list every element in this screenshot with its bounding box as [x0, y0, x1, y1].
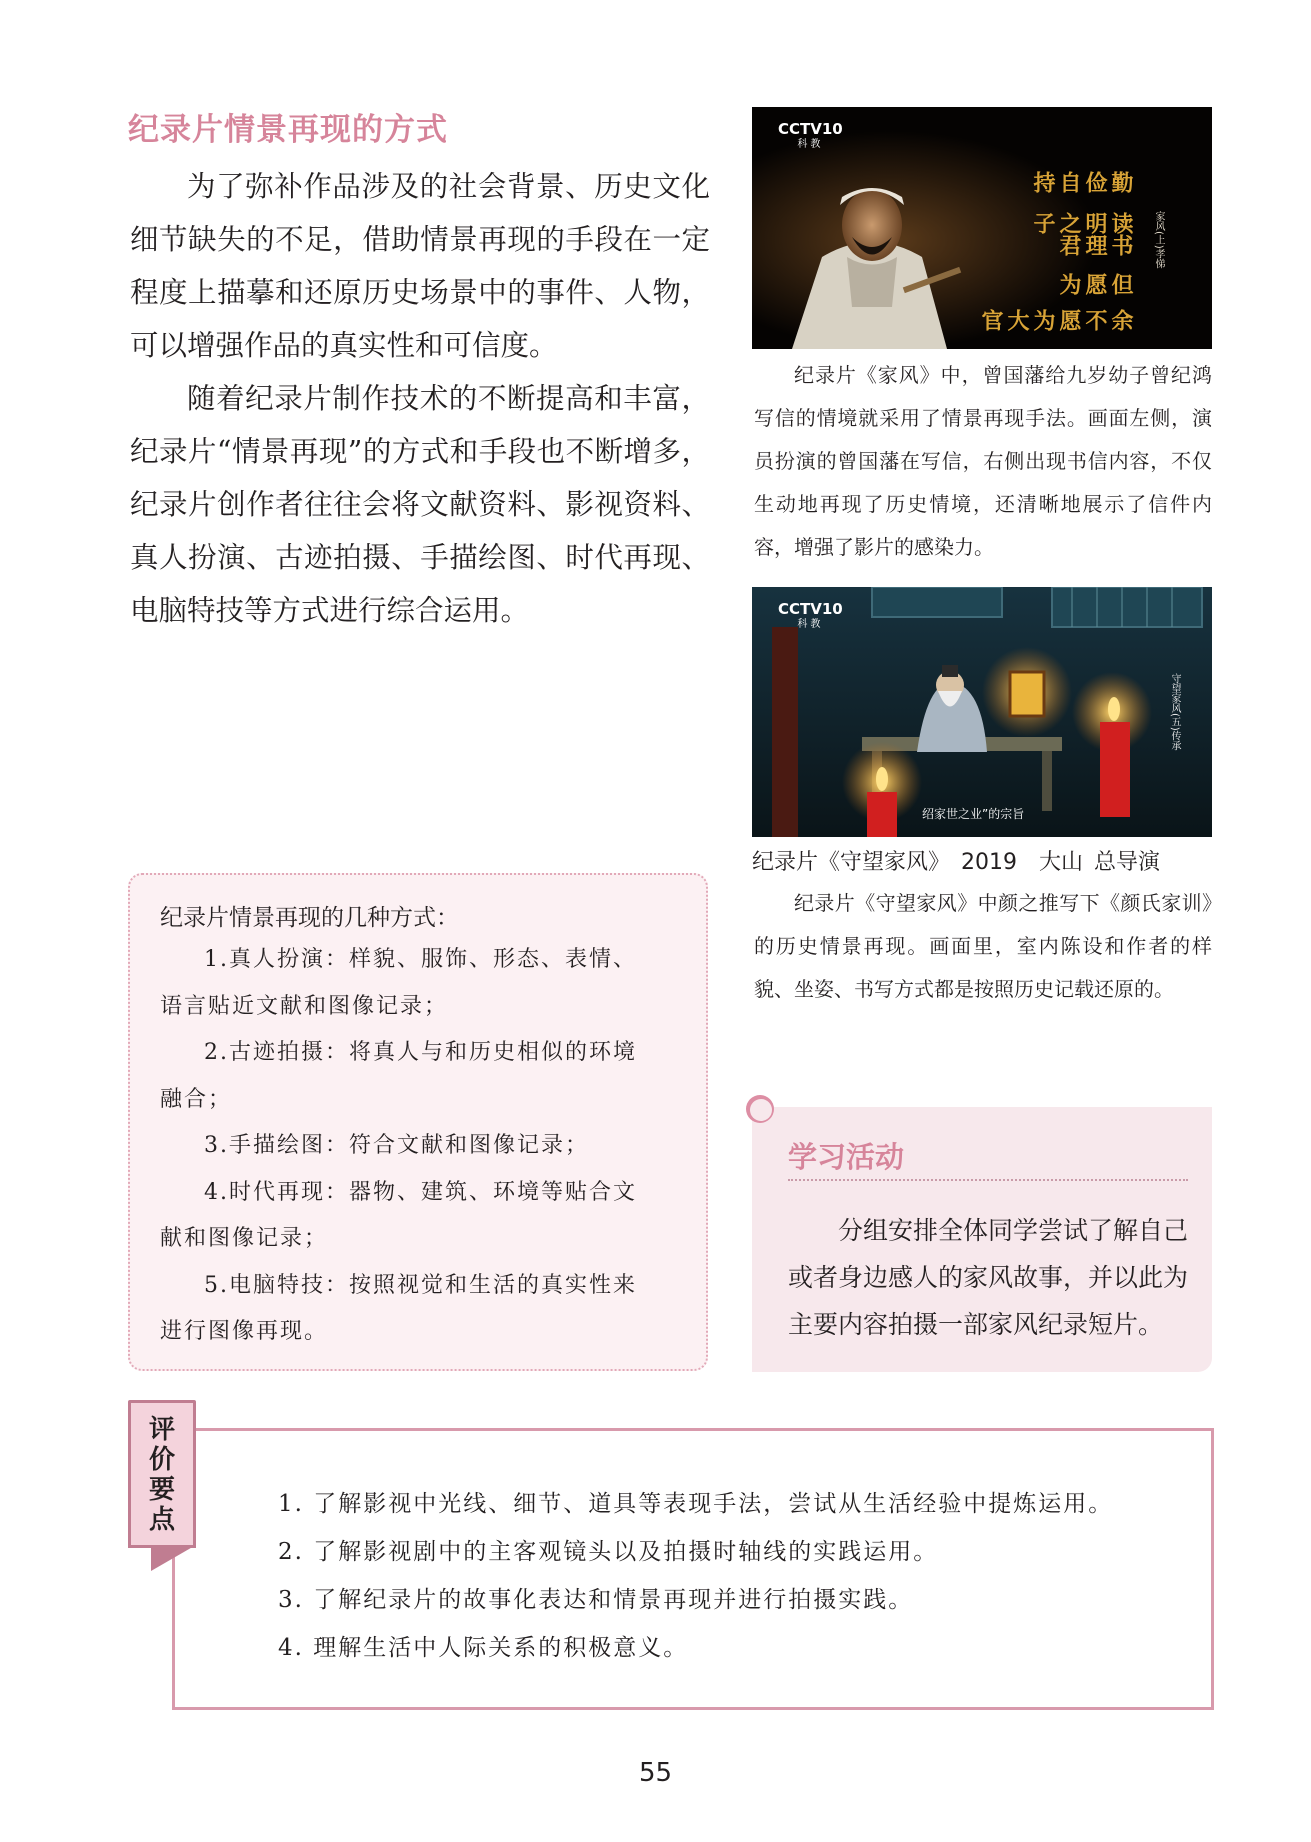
list-item: 1. 了解影视中光线、细节、道具等表现手法，尝试从生活经验中提炼运用。 — [278, 1491, 1114, 1517]
episode-label: 守望家风(五)传承 — [1169, 673, 1180, 751]
film-credit: 纪录片《守望家风》 2019 大山 总导演 — [752, 850, 1160, 875]
page-number: 55 — [638, 1758, 673, 1788]
calligraphy-column: 勤俭自持 — [1030, 171, 1134, 193]
documentary-still-jiafeng — [752, 107, 1212, 349]
list-item: 4.时代再现：器物、建筑、环境等贴合文献和图像记录； — [160, 1179, 637, 1251]
circle-icon — [746, 1095, 774, 1123]
evaluation-list — [278, 1480, 1113, 1672]
caption-jiafeng: 纪录片《家风》中，曾国藩给九岁幼子曾纪鸿写信的情境就采用了情景再现手法。画面左侧，演员扮演的曾国藩在写信，右侧出现书信内容，不仅生动地再现了历史情境，还清晰地展示了信件内容，增强了影片的感染力。 — [754, 363, 1212, 559]
list-item: 2. 了解影视剧中的主客观镜头以及拍摄时轴线的实践运用。 — [278, 1539, 939, 1565]
episode-label: 家风(上)孝悌 — [1153, 211, 1164, 269]
evaluation-tag — [128, 1400, 196, 1548]
list-item: 3.手描绘图：符合文献和图像记录； — [204, 1133, 589, 1158]
activity-title: 学习活动 — [788, 1140, 905, 1174]
film-subtitle: 绍家世之业”的宗旨 — [922, 807, 1025, 821]
divider — [788, 1179, 1188, 1181]
methods-box — [128, 873, 708, 1371]
body-text — [130, 160, 710, 637]
methods-title: 纪录片情景再现的几种方式： — [160, 905, 459, 931]
list-item: 1.真人扮演：样貌、服饰、形态、表情、语言贴近文献和图像记录； — [160, 947, 637, 1019]
section-title: 纪录片情景再现的方式 — [128, 112, 448, 148]
documentary-still-shouwang-jiafeng — [752, 587, 1212, 837]
activity-text: 分组安排全体同学尝试了解自己或者身边感人的家风故事，并以此为主要内容拍摄一部家风纪录短片。 — [788, 1216, 1189, 1339]
tag-fold — [151, 1545, 196, 1571]
caption-shouwang-jiafeng: 纪录片《守望家风》中颜之推写下《颜氏家训》的历史情景再现。画面里，室内陈设和作者的样貌、坐姿、书写方式都是按照历史记载还原的。 — [754, 891, 1212, 1001]
calligraphy-column: 余不愿为大官 — [978, 308, 1134, 331]
evaluation-tag-label: 评 价 要 点 — [148, 1415, 175, 1535]
calligraphy-column: 但愿为 — [1056, 272, 1134, 295]
methods-list — [160, 937, 660, 1356]
list-item: 5.电脑特技：按照视觉和生活的真实性来进行图像再现。 — [160, 1272, 637, 1344]
list-item: 3. 了解纪录片的故事化表达和情景再现并进行拍摄实践。 — [278, 1587, 914, 1613]
calligraphy-column: 读书明理之君子 — [1030, 211, 1134, 256]
list-item: 4. 理解生活中人际关系的积极意义。 — [278, 1635, 689, 1661]
letter-calligraphy — [978, 171, 1134, 349]
list-item: 2.古迹拍摄：将真人与和历史相似的环境融合； — [160, 1040, 637, 1112]
body-paragraph: 为了弥补作品涉及的社会背景、历史文化细节缺失的不足，借助情景再现的手段在一定程度上描摹和还原历史场景中的事件、人物，可以增强作品的真实性和可信度。 — [130, 170, 710, 362]
cctv-logo: CCTV10 科教 — [778, 120, 843, 150]
cctv-logo: CCTV10 科教 — [778, 600, 843, 630]
learning-activity-box — [752, 1107, 1212, 1372]
body-paragraph: 随着纪录片制作技术的不断提高和丰富，纪录片“情景再现”的方式和手段也不断增多，纪录片创作者往往会将文献资料、影视资料、真人扮演、古迹拍摄、手描绘图、时代再现、电脑特技等方式进行综合运用。 — [130, 382, 710, 627]
